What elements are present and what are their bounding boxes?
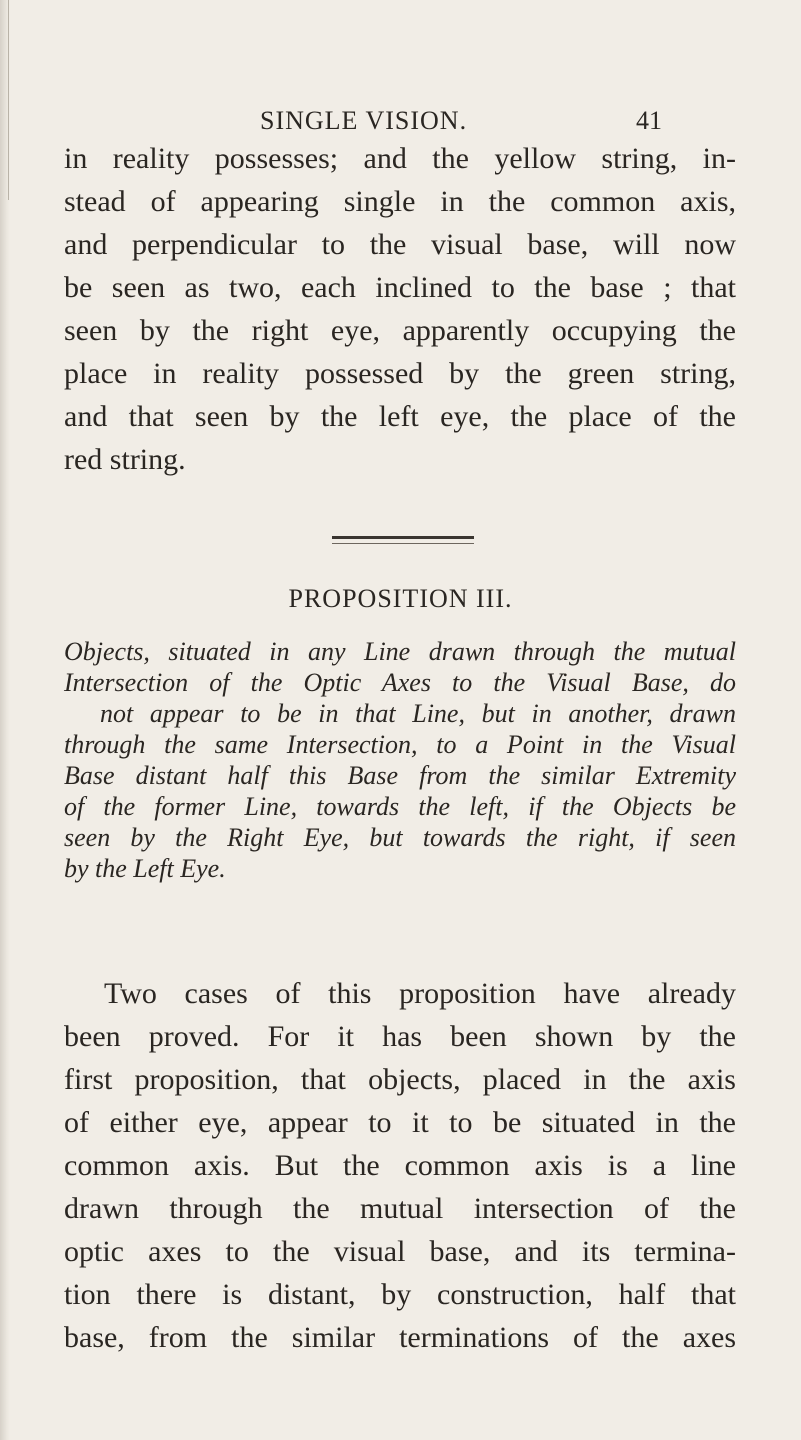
text-line: seen by the right eye, apparently occupying the: [64, 314, 736, 347]
text-line: Two cases of this proposition have already: [104, 977, 736, 1010]
statement-line: Base distant half this Base from the similar Extremity: [64, 761, 736, 790]
text-line: and perpendicular to the visual base, will now: [64, 228, 736, 261]
statement-line: through the same Intersection, to a Point in the Visual: [64, 730, 736, 759]
text-line: red string.: [64, 443, 186, 476]
text-line: and that seen by the left eye, the place of the: [64, 400, 736, 433]
statement-line: Objects, situated in any Line drawn through the mutual: [64, 637, 736, 666]
proposition-statement: [64, 636, 736, 884]
statement-line: not appear to be in that Line, but in another, drawn: [100, 699, 736, 728]
text-line: stead of appearing single in the common axis,: [64, 185, 736, 218]
section-rule: [332, 536, 474, 544]
text-line: optic axes to the visual base, and its termina-: [64, 1235, 736, 1268]
paragraph-continued: [64, 137, 736, 481]
paragraph-body: [64, 972, 736, 1359]
text-line: place in reality possessed by the green string,: [64, 357, 736, 390]
page-number: 41: [636, 106, 662, 135]
running-title: SINGLE VISION.: [260, 106, 468, 135]
text-line: be seen as two, each inclined to the base ; that: [64, 271, 736, 304]
proposition-heading: PROPOSITION III.: [288, 584, 513, 613]
text-line: been proved. For it has been shown by the: [64, 1020, 736, 1053]
text-line: tion there is distant, by construction, half that: [64, 1278, 736, 1311]
text-line: base, from the similar terminations of the axes: [64, 1321, 736, 1354]
text-line: drawn through the mutual intersection of the: [64, 1192, 736, 1225]
text-line: in reality possesses; and the yellow string, in-: [64, 142, 736, 175]
statement-line: by the Left Eye.: [64, 854, 226, 883]
page-edge-line: [8, 0, 9, 200]
text-line: common axis. But the common axis is a line: [64, 1149, 736, 1182]
text-line: first proposition, that objects, placed in the axis: [64, 1063, 736, 1096]
statement-line: seen by the Right Eye, but towards the right, if seen: [64, 823, 736, 852]
statement-line: of the former Line, towards the left, if the Objects be: [64, 792, 736, 821]
text-line: of either eye, appear to it to be situated in the: [64, 1106, 736, 1139]
page-edge: [0, 0, 10, 1440]
statement-line: Intersection of the Optic Axes to the Visual Base, do: [64, 668, 736, 697]
